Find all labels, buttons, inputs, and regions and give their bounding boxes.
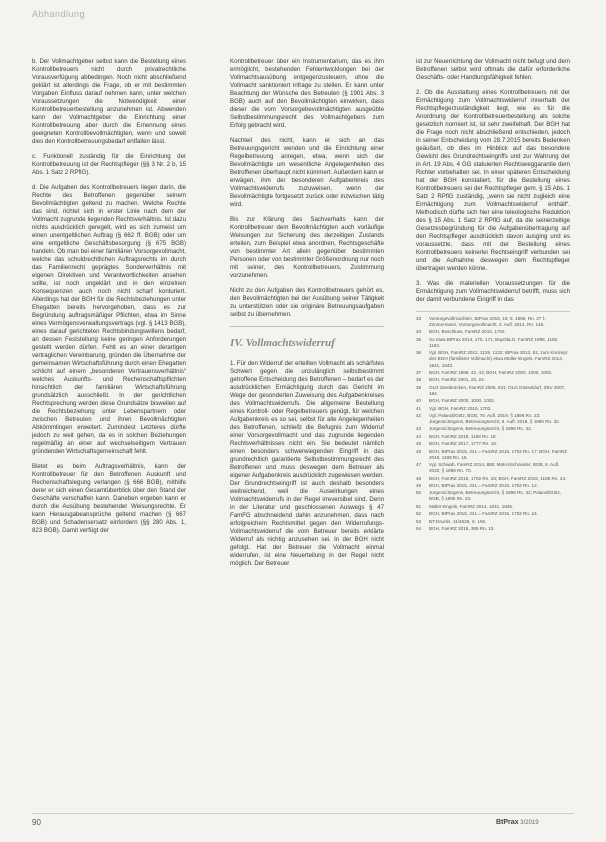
page-number: 90 xyxy=(32,818,41,827)
paragraph: Nicht zu den Aufgaben des Kontrollbetreuers gehört es, den Bevollmächtigten bei der Ausübung seiner Tätigkeit zu unterstützen oder sie originäre Betreuungsaufgaben selbst zu übernehmen. xyxy=(230,287,384,318)
journal-issue: 3/2019 xyxy=(520,820,539,826)
footnote-number: 50 xyxy=(416,490,422,496)
paragraph: b. Der Vollmachtgeber selbst kann die Bestellung eines Kontrollbetreuers nicht durch privatrechtliche Vorausverfügung abbedingen. Noch nicht abschließend geklärt ist allerdings die Frage, ob er mit bestimmten Vorgaben Einfluss darauf nehmen kann, unter welchen Voraussetzungen die Notwendigkeit einer Kontrollbetreuerbestellung anzunehmen ist. Abwenden kann der Vollmachtgeber die Einrichtung einer Kontrollbetreuung aber durch die Ernennung eines geeigneten Kontrollbevollmächtigten, wenn und soweit dies den Kontrollbetreuungsbedarf entfallen lässt. xyxy=(32,58,186,145)
footnote-number: 35 xyxy=(416,336,422,342)
footnote xyxy=(416,449,570,461)
paragraph: 1. Für den Widerruf der erteilten Vollmacht als schärfstes Schwert gegen die unzulänglich selbstbestimmt getroffene Entscheidung des Betroffenen – bedarf es der ausdrücklichen Ermächtigung durch das Gericht im Wege der gesonderten Zuweisung des Aufgabenkreises des Vollmachtswiderrufs. Die allgemeine Bestellung eines Kontroll- oder Regelbetreuers genügt, für welchen Aufgabenkreis es so sei, selbst für alle Angelegenheiten des Betroffenen, schließt die Befugnis zum Widerruf einer Vorsorgevollmacht und das zugrunde liegenden Rechtsverhältnisses nicht ein. Sie bedeutet nämlich einen besonders schwerwiegenden Eingriff in das grundrechtlich garantierte Selbstbestimmungsrecht des Betroffenen und muss deswegen dem Betreuer als eigener Aufgabenkreis ausdrücklich zugewiesen werden. Der Grundrechtseingriff ist auch deshalb besonders weitreichend, weil die Auswirkungen eines Vollmachtswiderrufs in der Regel irreversibel sind. Denn in der Literatur und geschlossenen Auswegs § 47 FamFG abschneidend dahin anzunehmen, dass nach erfolgreichem Rechtsmittel gegen den Widerrufungs-Vollmachtswiderruf die vom Betreuer bereits erklärte Widerruf als nichtig anzusehen sei. In der BGH nicht gefolgt. Hat der Betreuer die Vollmacht einmal widerrufen, ist eine Neuerteilung in der Regel nicht möglich. Der Betreuer xyxy=(230,360,384,567)
journal-name: BtPrax xyxy=(496,819,519,826)
footnote-number: 46 xyxy=(416,448,422,454)
column-3-paragraphs xyxy=(416,58,570,304)
footnote-number: 54 xyxy=(416,526,422,532)
column-3 xyxy=(416,58,570,533)
footnote-text: Jürgens/Jürgens, Betreuungsrecht, § 1896 Rn. 32. xyxy=(429,426,532,432)
footnote xyxy=(416,434,570,440)
footnote-text: BGH, FamRZ 2017, 1777 Rn. 16. xyxy=(429,441,498,447)
footnote-text: BGH, BtPrax 2015, 241 = FamRZ 2015, 1702 Rn. 12. xyxy=(429,483,538,488)
footnote-text: BGH, FamRZ 2019, 389 Rn. 13. xyxy=(429,526,495,532)
section-heading: IV. Vollmachtswiderruf xyxy=(230,337,335,349)
footnote-text: BGH, BtPrax 2015, 241 = FamRZ 2015, 1702 Rn. 17; BGH, FamRZ 2018, 1188 Rn. 18. xyxy=(429,448,568,460)
section-divider xyxy=(230,326,384,327)
footnote-number: 47 xyxy=(416,462,422,468)
paragraph: c. Funktionell zuständig für die Einrichtung der Kontrollbetreuung ist der Rechtspfleger (§§ 3 Nr. 2 b, 15 Abs. 1 Satz 2 RPflG). xyxy=(32,153,186,176)
footnote-number: 33 xyxy=(416,316,422,321)
footnote-text: Vorsorgevollmachten, BtPrax 2015, 16; 8. 1998, Rn. 27 f.; Zimmermann, Vorsorgevollmacht, 2. Aufl. 2014, Rn. 146. xyxy=(429,316,547,328)
footnote xyxy=(416,526,570,532)
footnote-number: 36 xyxy=(416,350,422,356)
footnote xyxy=(416,350,570,368)
footnote xyxy=(416,398,570,404)
footnotes xyxy=(416,316,570,532)
footnote-text: BGH, BtPrax 2015, 241 = FamRZ 2015, 1702 Rn. 24. xyxy=(429,511,538,517)
footnote-text: BGH, FamRZ 1988, 42, 43; BGH, FamRZ 2000, 1000, 1002. xyxy=(429,369,553,375)
footnote xyxy=(416,406,570,412)
footer-rule xyxy=(32,813,574,814)
footnote-number: 52 xyxy=(416,511,422,517)
footnote-number: 39 xyxy=(416,384,422,390)
footnote-number: 51 xyxy=(416,503,422,509)
footnote-number: 40 xyxy=(416,398,422,404)
footnote xyxy=(416,316,570,328)
footnote-text: Vgl. Schwab, FamRZ 2014, 888; MüKo/Schneider, BGB, 8. Aufl. 2020, § 1896 Rn. 70. xyxy=(429,462,560,474)
footnote-text: BGH, FamRZ 2018, 1188 Rn. 18. xyxy=(429,433,497,439)
footnote xyxy=(416,441,570,447)
journal-citation xyxy=(496,819,539,826)
footnote xyxy=(416,490,570,502)
footnote-text: So etwa BtPrax 2014, 170, 171; BayObLG, FamRZ 1998, 1192, 1193. xyxy=(429,336,559,348)
paragraph: d. Die Aufgaben des Kontrollbetreuers liegen darin, die Rechte des Betroffenen gegenüber seinem Bevollmächtigten geltend zu machen. Welche Rechte das sind, richtet sich in erster Linie nach dem der Vollmacht zugrunde liegenden Rechtsverhältnis. Ist dazu nichts ausdrücklich geregelt, wird es sich zumeist um einen unentgeltlichen Auftrag (§ 662 ff. BGB) oder um eine entgeltliche Geschäftsbesorgung (§ 675 BGB) handeln. Ob man bei einer familiären Vorsorgevollmacht, welche das schuldrechtlichen Auftragsrechts im durch das Familienrecht geprägtes Sonderverhältnis mit eigenen Direktiven und Verantwortlichkeiten ansehen sollte, ist noch ungeklärt und in den einzelnen Konsequenzen auch noch nicht scharf konturiert. Allerdings hat der BGH für die Rechtsbeziehungen unter Ehegatten bereits hervorgehoben, dass es zur Begründung auftragsmäßiger Pflichten, etwa im Sinne eines Vermögensverwaltungsvertrags (vgl. § 1413 BGB), eines darauf gerichteten Rechtsbindungswillens bedarf, an dessen Feststellung keine geringen Anforderungen gestellt werden dürfen. Fehlt es an einer derartigen vertraglichen Vereinbarung, gründen die Übernahme der gemeinsamen Wirtschaftsführung durch einen Ehegatten schlicht auf einem „besonderen Vertrauensverhältnis“ welches Auskunfts- und Rechenschaftspflichten hinsichtlich der familiären Wirtschaftsführung grundsätzlich ausschließt. In der gerichtlichen Rechtsprechung werden diese Grundsätze bisweilen auf die Rechtsbeziehung unter Lebenspartnern oder zwischen Betreuten und ihren Bevollmächtigten Abkömmlingen erweitert. Zumindest Letzteres dürfte jedoch zu weit gehen, da es in solchen Beziehungen regelmäßig an einer auf wechselseitigem Vertrauen gründenden Wirtschaftsgemeinschaft fehlt. xyxy=(32,184,186,455)
paragraph: Bietet es beim Auftragsverhältnis, kann der Kontrollbetreuer für den Betroffenen Auskunft und Rechenschaftslegung verlangen (§ 666 BGB), mithilfe derer er sich einen Gesamtüberblick über den Stand der Geschäfte verschaffen kann. Daneben ergeben kann er durch die Ausübung bestehender Weisungsrechte. Er kann Herausgabeansprüche geltend machen (§ 667 BGB) und Schadensersatz einfordern (§§ 280 Abs. 1, 823 BGB). Damit verfügt der xyxy=(32,463,186,534)
footnote xyxy=(416,337,570,349)
footnote xyxy=(416,377,570,383)
column-2 xyxy=(230,58,384,575)
footnote xyxy=(416,329,570,335)
footnote-number: 41 xyxy=(416,405,422,411)
footnote-number: 42 xyxy=(416,412,422,418)
footnote-number: 45 xyxy=(416,441,422,447)
footnote-number: 37 xyxy=(416,369,422,375)
footnote xyxy=(416,483,570,489)
footnote-number: 49 xyxy=(416,483,422,488)
section-label: Abhandlung xyxy=(32,9,86,19)
footnote-text: BGH, Beschluss, FamRZ 2015, 1702. xyxy=(429,329,506,335)
footnote-number: 44 xyxy=(416,433,422,439)
footnote-text: BGH, FamRZ 2001, 23, 24. xyxy=(429,377,485,383)
paragraph: 3. Was die materiellen Voraussetzungen für die Ermächtigung zum Vollmachtswiderruf betrifft, muss sich der damit verbundene Eingriff in das xyxy=(416,280,570,303)
footnote-divider xyxy=(416,311,570,312)
footnote-text: Müller-Engels, FamRZ 2014, 1841, 1845. xyxy=(429,503,514,509)
paragraph: ist zur Neuerrichtung der Vollmacht nicht befugt und dem Betroffenen selbst wird oftmals die dafür erforderliche Geschäfts- oder Handlungsfähigkeit fehlen. xyxy=(416,58,570,81)
footnote xyxy=(416,476,570,482)
footnote xyxy=(416,370,570,376)
footnote xyxy=(416,462,570,474)
footnote-number: 48 xyxy=(416,475,422,481)
footnote-text: BGH, FamRZ 2000, 1000, 1002. xyxy=(429,398,496,404)
paragraph: Kontrollbetreuer über ein Instrumentarium, das es ihm ermöglicht, bestehenden Fehlentwicklungen bei der Vollmachtsausübung entgegenzusteuern, ohne die Vollmacht sanktioniert infrage zu stellen. Er kann unter Beachtung der Wünsche des Betreuten (§ 1901 Abs. 3 BGB) auch auf den Bevollmächtigten einwirken, dass dieser die vom Vorsorgebevollmächtigten ausgeübte Selbstbestimmungsrecht des Vollmachtgebers zum Erfolg gebracht wird. xyxy=(230,58,384,129)
footnote-number: 38 xyxy=(416,377,422,383)
column-2-paragraphs xyxy=(230,58,384,319)
paragraph: Nachteil des nicht, kann er sich an das Betreuungsgericht wenden und die Einrichtung einer Regelbetreuung anregen, etwa, wenn sich der Bevollmächtigte um wesentliche Angelegenheiten des Betroffenen überhaupt nicht kümmert. Außerdem kann er erwägen, ihm der besonderen Aufgabenkreis des Vollmachtswiderrufs zuzuweisen, wenn der Bevollmächtigte fortgesetzt zurück oder inzwischen tätig wird. xyxy=(230,137,385,208)
footnote-text: BGH, FamRZ 2015, 1702 Rn. 26; BGH, FamRZ 2018, 1188 Rn. 24. xyxy=(429,475,567,481)
footnote-text: Vgl. BGH, FamRZ 2012, 1129, 1132; BtPrax 2013, 51; zum Konzept des BGH (familiärer Vollmacht) etwa Müller-Engels, FamRZ 2014, 1841, 1843. xyxy=(429,350,568,368)
footnote xyxy=(416,511,570,517)
paragraph: 2. Ob die Ausstattung eines Kontrollbetreuers mit der Ermächtigung zum Vollmachtswiderruf innerhalb der Rechtspflegerzuständigkeit liegt, wie es für die Anordnung der Kontrollbetreuerbestellung als solche gesetzlich normiert ist, ist sehr zweifelhaft. Der BGH hat die Frage noch nicht abschließend entschieden, jedoch in seiner Entscheidung vom 28.7.2015 bereits Bedenken geäußert, ob dies im Hinblick auf das besondere Gewicht des Grundrechtseingriffs und zur Wahrung der in Art. 19 Abs. 4 GG statuierten Rechtsweggarantie dem Richter vorbehalten sei. In einer späteren Entscheidung hat der BGH konstatiert, für die Bestellung eines Kontrollbetreuers sei der Rechtspfleger gem. § 15 Abs. 1 Satz 2 RPflG zuständig, „wenn sie nicht zugleich eine Ermächtigung zum Vollmachtswiderruf enthält“. Methodisch dürfte sich hier eine teleologische Reduktion des § 15 Abs. 1 Satz 2 RPflG auf, da die seinerzeitige Gesetzesbegründung für die Aufgabenübertragung auf den Rechtspfleger ausdrücklich davon ausging und es voraussetzte, dass mit der Bestellung eines Kontrollbetreuers keinerlei Rechtseingriff verbunden sei und die Aufnahme deswegen dem Rechtspfleger übertragen werden könne. xyxy=(416,89,570,272)
footnote-number: 34 xyxy=(416,329,422,335)
footnote-number: 53 xyxy=(416,518,422,524)
footnote-number: 43 xyxy=(416,426,422,432)
footnote-text: Vgl. BGH, FamRZ 2015, 1702. xyxy=(429,405,492,411)
footnote-text: Jürgens/Jürgens, Betreuungsrecht, § 1896 Rn. 32; Palandt/Götz, BGB, § 1896 Rn. 23. xyxy=(429,490,562,502)
footnote xyxy=(416,519,570,525)
footnote xyxy=(416,504,570,510)
footnote-text: OLG Zweibrücken, FamRZ 2005, 931; OLG Düsseldorf, ZEV 2007, 184. xyxy=(429,384,566,396)
footnote-text: Vgl. Palandt/Götz, BGB, 78. Aufl. 2019, § 1896 Rn. 23; Jürgens/Jürgens, Betreuungsrecht, 6. Aufl. 2019, § 1896 Rn. 32. xyxy=(429,412,561,425)
column-1 xyxy=(32,58,186,542)
footnote-text: BT-Drucks. 11/4528, S. 165. xyxy=(429,518,487,524)
footnote xyxy=(416,426,570,432)
column-2-paragraphs-after xyxy=(230,360,384,568)
footnote xyxy=(416,413,570,425)
footnote xyxy=(416,385,570,397)
paragraph: Bis zur Klärung des Sachverhalts kann der Kontrollbetreuer dem Bevollmächtigten auch vorläufige Weisungen zur Sicherung des derzeitigen Zustands erteilen, zum Beispiel etwa anordnen, Rechtsgeschäfte von bestimmter Art allein gegenüber bestimmten Personen oder von bestimmter Größenordnung nur noch mit seiner, des Kontrollbetreuers, Zustimmung vorzunehmen. xyxy=(230,216,384,279)
